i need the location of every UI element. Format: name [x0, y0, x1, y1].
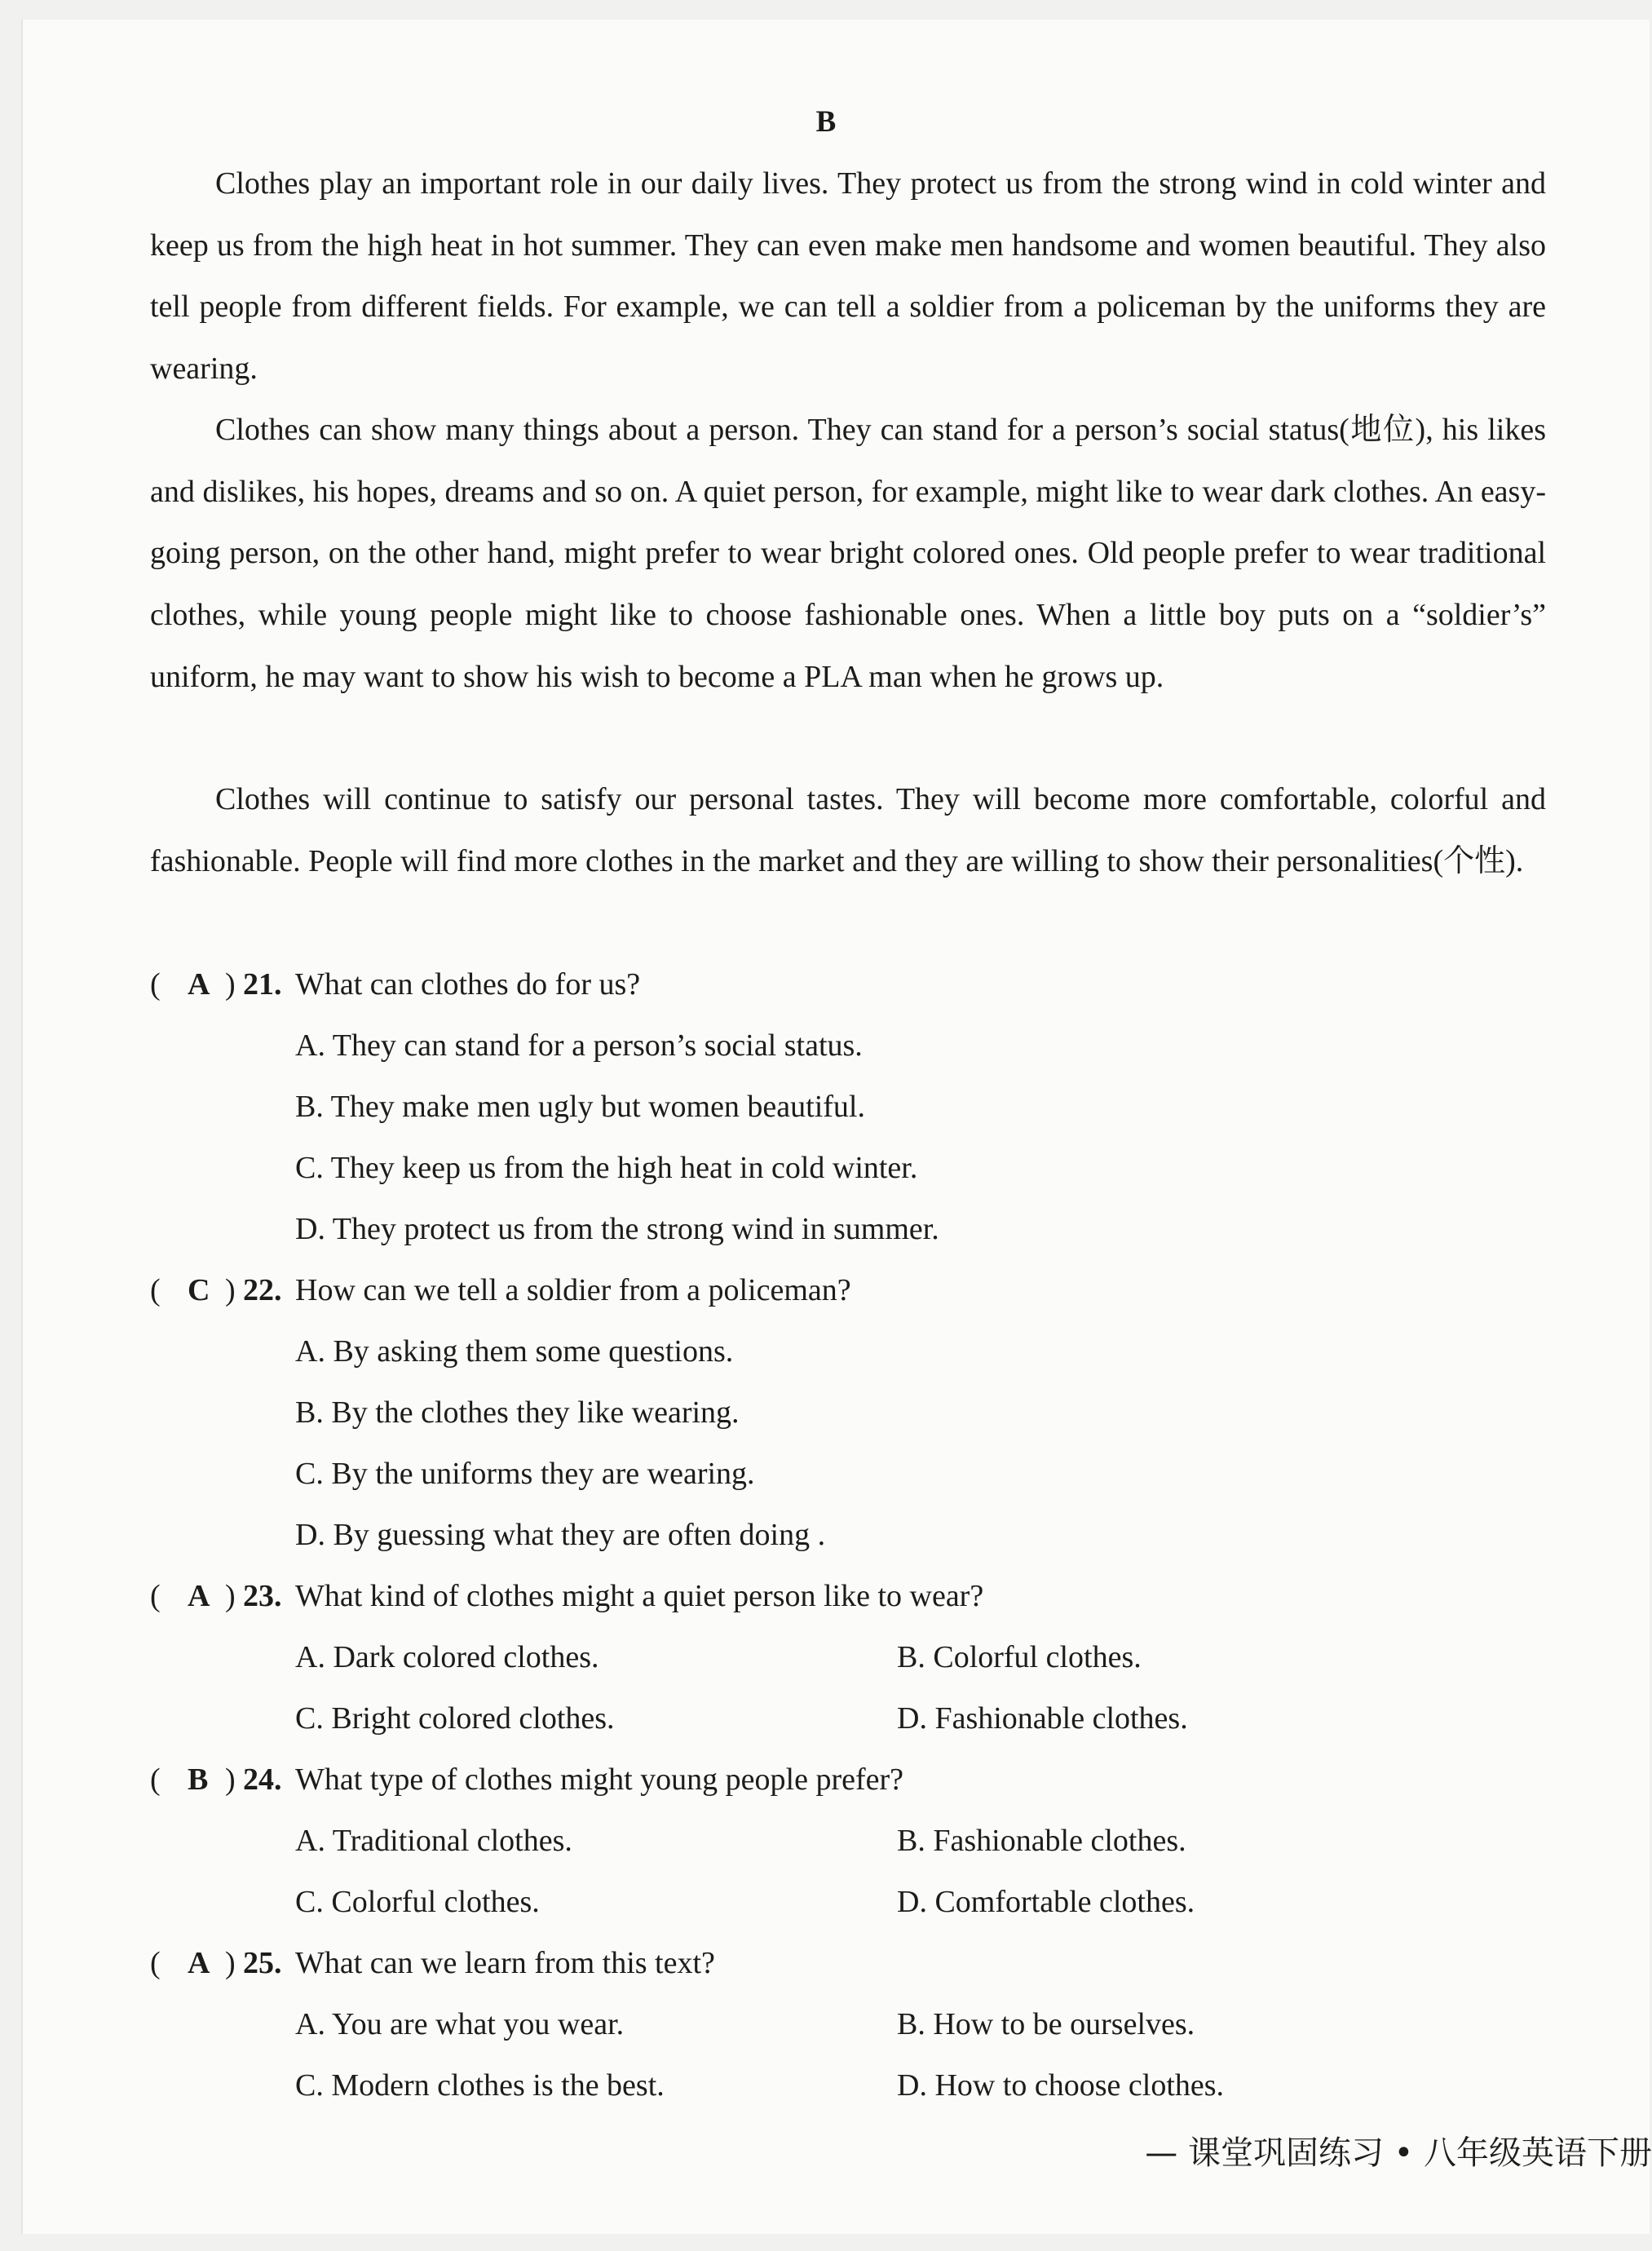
question-number: 25.: [243, 1946, 282, 1980]
option-24-d: D. Comfortable clothes.: [897, 1885, 1195, 1919]
answer-paren-close: ): [225, 1762, 236, 1797]
option-21-c: C. They keep us from the high heat in cold winter.: [295, 1151, 918, 1185]
option-22-b: B. By the clothes they like wearing.: [295, 1395, 740, 1430]
option-24-b: B. Fashionable clothes.: [897, 1824, 1186, 1858]
section-title: B: [815, 105, 837, 139]
option-21-d: D. They protect us from the strong wind in summer.: [295, 1212, 939, 1246]
question-text: How can we tell a soldier from a policeman?: [295, 1273, 851, 1307]
option-21-a: A. They can stand for a person’s social status.: [295, 1028, 863, 1063]
option-23-c: C. Bright colored clothes.: [295, 1701, 615, 1736]
option-22-c: C. By the uniforms they are wearing.: [295, 1457, 755, 1491]
option-22-a: A. By asking them some questions.: [295, 1334, 734, 1369]
option-24-a: A. Traditional clothes.: [295, 1824, 572, 1858]
question-text: What kind of clothes might a quiet person like to wear?: [295, 1579, 984, 1613]
option-22-d: D. By guessing what they are often doing .: [295, 1518, 826, 1552]
answer-paren-open: (: [150, 1273, 161, 1307]
option-23-b: B. Colorful clothes.: [897, 1640, 1142, 1674]
answer-letter: B: [188, 1762, 209, 1797]
question-number: 21.: [243, 967, 282, 1002]
paragraph-2: Clothes can show many things about a person. They can stand for a person’s social status(地位), his likes and dislikes, his hopes, dreams and so on. A quiet person, for example, might like to wear dark clothes. An easy-going person, on the other hand, might prefer to wear bright colored ones. Old people prefer to wear traditional clothes, while young people might like to choose fashionable ones. When a little boy puts on a “soldier’s” uniform, he may want to show his wish to become a PLA man when he grows up.: [150, 413, 1546, 694]
answer-paren-open: (: [150, 1946, 161, 1980]
question-text: What can clothes do for us?: [295, 967, 641, 1002]
option-21-b: B. They make men ugly but women beautiful.: [295, 1090, 865, 1124]
option-23-d: D. Fashionable clothes.: [897, 1701, 1188, 1736]
option-23-a: A. Dark colored clothes.: [295, 1640, 599, 1674]
answer-paren-close: ): [225, 1946, 236, 1980]
question-text: What type of clothes might young people prefer?: [295, 1762, 904, 1797]
question-number: 24.: [243, 1762, 282, 1797]
answer-paren-close: ): [225, 967, 236, 1002]
option-25-c: C. Modern clothes is the best.: [295, 2068, 665, 2103]
option-25-a: A. You are what you wear.: [295, 2007, 625, 2041]
answer-letter: A: [188, 1579, 210, 1613]
question-number: 23.: [243, 1579, 282, 1613]
answer-paren-open: (: [150, 1762, 161, 1797]
paragraph-3: Clothes will continue to satisfy our personal tastes. They will become more comfortable, colorful and fashionable. People will find more clothes in the market and they are willing to show their personalities(个性).: [150, 782, 1546, 878]
answer-letter: C: [188, 1273, 210, 1307]
question-text: What can we learn from this text?: [295, 1946, 715, 1980]
option-24-c: C. Colorful clothes.: [295, 1885, 540, 1919]
page-footer: — 课堂巩固练习 • 八年级英语下册: [1145, 2134, 1652, 2172]
answer-paren-open: (: [150, 1579, 161, 1613]
option-25-d: D. How to choose clothes.: [897, 2068, 1225, 2103]
question-number: 22.: [243, 1273, 282, 1307]
option-25-b: B. How to be ourselves.: [897, 2007, 1195, 2041]
answer-paren-close: ): [225, 1273, 236, 1307]
answer-paren-close: ): [225, 1579, 236, 1613]
paragraph-1: Clothes play an important role in our daily lives. They protect us from the strong wind in cold winter and keep us from the high heat in hot summer. They can even make men handsome and women beautiful. They also tell people from different fields. For example, we can tell a soldier from a policeman by the uniforms they are wearing.: [150, 166, 1546, 387]
answer-paren-open: (: [150, 967, 161, 1002]
answer-letter: A: [188, 1946, 210, 1980]
answer-letter: A: [188, 967, 210, 1002]
